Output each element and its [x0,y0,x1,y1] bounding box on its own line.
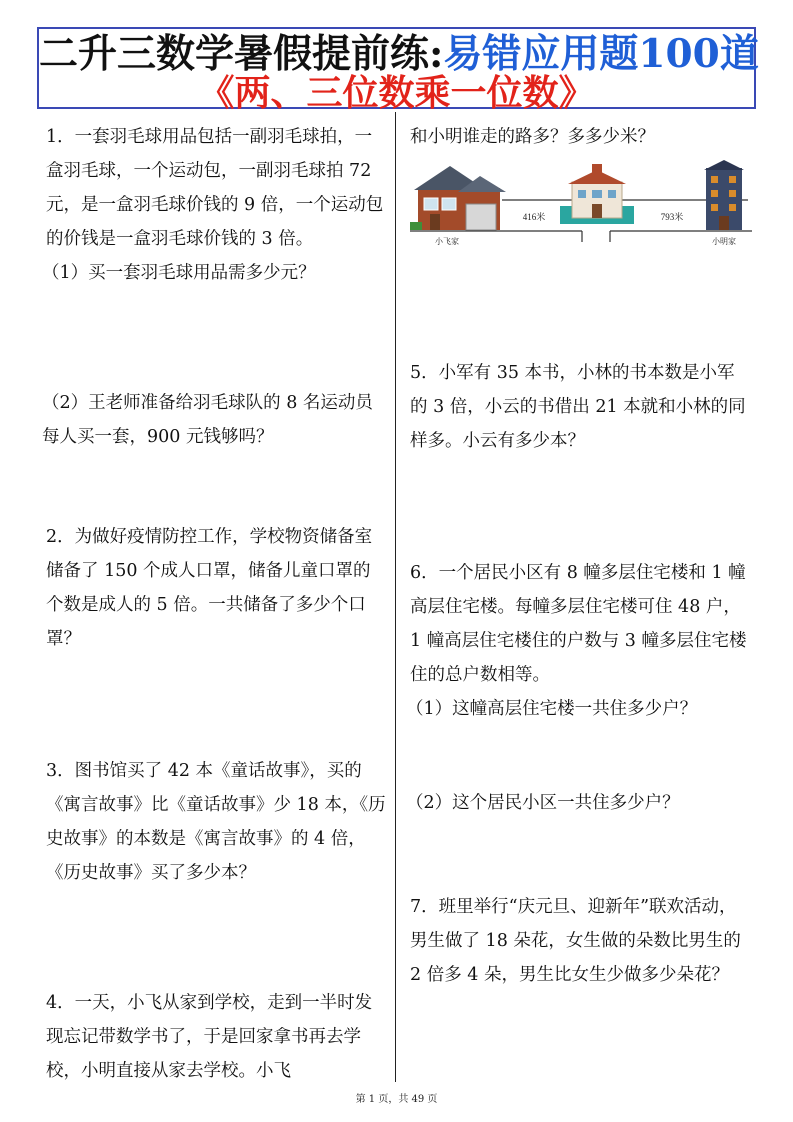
question-1-part-1: （1）买一套羽毛球用品需多少元？ [42,263,316,283]
right-house-icon [704,160,744,230]
question-7 [410,890,752,992]
question-7-text: 7．班里举行“庆元旦、迎新年”联欢活动，男生做了 18 朵花，女生做的朵数比男生的 2 倍多 4 朵，男生比女生少做多少朵花？ [410,897,741,985]
question-1-text: 1．一套羽毛球用品包括一副羽毛球拍，一盒羽毛球，一个运动包，一副羽毛球拍 72 元，是一盒羽毛球价钱的 9 倍，一个运动包的价钱是一盒羽毛球价钱的 3 倍。 [46,127,384,249]
right-home-label: 小明家 [712,237,736,246]
question-2-text: 2．为做好疫情防控工作，学校物资储备室储备了 150 个成人口罩，储备儿童口罩的个数是成人的 5 倍。一共储备了多少个口罩？ [46,527,373,649]
route-illustration [410,158,752,250]
question-6-part-2-text: （2）这个居民小区一共住多少户？ [406,793,680,813]
question-6-part-1: （1）这幢高层住宅楼一共住多少户？ [406,699,698,719]
left-home-label: 小飞家 [435,237,459,246]
title-highlight: 易错应用题100道 [443,31,759,77]
page-subtitle: 《两、三位数乘一位数》 [198,72,595,114]
question-5 [410,356,752,458]
title-main: 二升三数学暑假提前练: [39,31,444,77]
question-4-text: 4．一天，小飞从家到学校，走到一半时发现忘记带数学书了，于是回家拿书再去学校，小明直接从家去学校。小飞 [46,993,373,1081]
question-4-continued [410,120,752,154]
column-divider [395,112,396,1082]
route-svg [410,158,752,250]
question-1 [42,120,388,290]
question-4 [46,986,388,1088]
question-1-part-2 [42,386,388,454]
left-house-icon [410,166,506,230]
question-4-continued-text: 和小明谁走的路多？多多少米？ [410,127,655,147]
distance-left-label: 416米 [522,212,546,222]
page-footer: 第 1 页，共 49 页 [355,1094,438,1105]
question-3 [46,754,388,890]
question-6 [406,556,752,726]
question-6-part-2 [406,786,752,820]
school-icon [560,164,634,224]
page-title [39,31,759,77]
title-box [37,27,759,114]
question-1-part-2-text: （2）王老师准备给羽毛球队的 8 名运动员每人买一套，900 元钱够吗？ [42,393,373,447]
question-2 [46,520,388,656]
question-6-text: 6．一个居民小区有 8 幢多层住宅楼和 1 幢高层住宅楼。每幢多层住宅楼可住 48 户，1 幢高层住宅楼住的户数与 3 幢多层住宅楼住的总户数相等。 [410,563,747,685]
question-3-text: 3．图书馆买了 42 本《童话故事》，买的《寓言故事》比《童话故事》少 18 本，《历史故事》的本数是《寓言故事》的 4 倍，《历史故事》买了多少本？ [46,761,386,883]
distance-right-label: 793米 [660,212,684,222]
question-5-text: 5．小军有 35 本书，小林的书本数是小军的 3 倍，小云的书借出 21 本就和小林的同样多。小云有多少本？ [410,363,746,451]
